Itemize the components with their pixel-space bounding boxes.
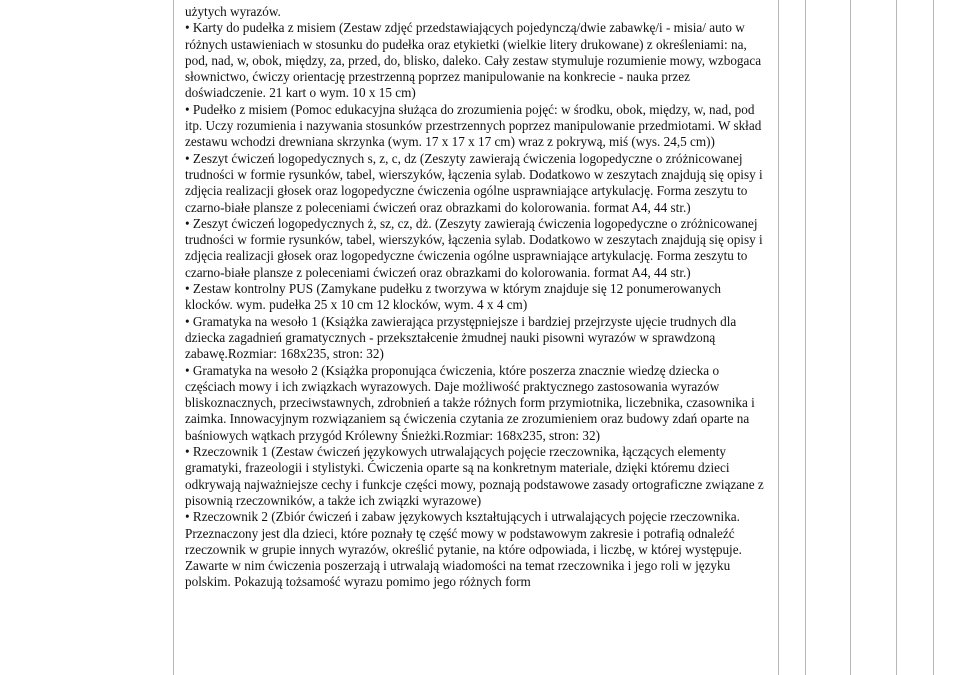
table-column-border bbox=[933, 0, 934, 675]
list-item: • Gramatyka na wesoło 2 (Książka proponująca ćwiczenia, które poszerza znacznie wiedzę dziecka o częściach mowy i ich związkach wyrazowych. Daje możliwość praktycznego zastosowania wyrazów bliskoznacznych, przeciwstawnych, zdrobnień a także różnych form przymiotnika, liczebnika, czasownika i zaimka. Innowacyjnym rozwiązaniem są ćwiczenia czytania ze zrozumieniem oraz budowy zdań oparte na baśniowych wątkach przygód Królewny Śnieżki.Rozmiar: 168x235, stron: 32) bbox=[185, 362, 755, 443]
table-column-border bbox=[805, 0, 806, 675]
paragraph: użytych wyrazów. bbox=[185, 4, 281, 19]
list-item: • Rzeczownik 1 (Zestaw ćwiczeń językowych utrwalających pojęcie rzeczownika, łączących elementy gramatyki, frazeologii i stylistyki. Ćwiczenia oparte są na konkretnym materiale, dzięki któremu dzieci odkrywają najważniejsze cechy i funkcje części mowy, poznają podstawowe zasady ortograficzne związane z pisownią rzeczowników, a także ich związki wyrazowe) bbox=[185, 444, 764, 508]
table-column-border bbox=[173, 0, 174, 675]
list-item: • Zeszyt ćwiczeń logopedycznych s, z, c, dz (Zeszyty zawierają ćwiczenia logopedyczne o zróżnicowanej trudności w formie rysunków, tabel, wierszyków, łączenia sylab. Dodatkowo w zeszytach znajdują się opisy i zdjęcia realizacji głosek oraz logopedyczne ćwiczenia ogólne usprawniające artykulację. Forma zeszytu to czarno-białe plansze z poleceniami ćwiczeń oraz obrazkami do kolorowania. format A4, 44 str.) bbox=[185, 150, 763, 215]
list-item: • Gramatyka na wesoło 1 (Książka zawierająca przystępniejsze i bardziej przejrzyste ujęcie trudnych dla dziecka zagadnień gramatycznych - przekształcenie żmudnej nauki pisowni wyrazów w sprawdzoną zabawę.Rozmiar: 168x235, stron: 32) bbox=[185, 313, 737, 362]
table-column-border bbox=[896, 0, 897, 675]
table-column-border bbox=[850, 0, 851, 675]
table-column-border bbox=[778, 0, 779, 675]
list-item: • Pudełko z misiem (Pomoc edukacyjna służąca do zrozumienia pojęć: w środku, obok, między, w, nad, pod itp. Uczy rozumienia i nazywania stosunków przestrzennych poprzez manipulowanie przedmiotami. W skład zestawu wchodzi drewniana skrzynka (wym. 17 x 17 x 17 cm) wraz z pokrywą, miś (wys. 24,5 cm)) bbox=[185, 101, 762, 150]
list-item: • Zestaw kontrolny PUS (Zamykane pudełku z tworzywa w którym znajduje się 12 ponumerowanych klocków. wym. pudełka 25 x 10 cm 12 klocków, wym. 4 x 4 cm) bbox=[185, 281, 722, 313]
list-item: • Zeszyt ćwiczeń logopedycznych ż, sz, cz, dż. (Zeszyty zawierają ćwiczenia logopedyczne o zróżnicowanej trudności w formie rysunków, tabel, wierszyków, łączenia sylab. Dodatkowo w zeszytach znajdują się opisy i zdjęcia realizacji głosek oraz logopedyczne ćwiczenia ogólne usprawniające artykulację. Forma zeszytu to czarno-białe plansze z poleceniami ćwiczeń oraz obrazkami do kolorowania. format A4, 44 str.) bbox=[185, 215, 763, 280]
list-item: • Karty do pudełka z misiem (Zestaw zdjęć przedstawiających pojedynczą/dwie zabawkę/i - misia/ auto w różnych ustawieniach w stosunku do pudełka oraz etykietki (wielkie litery drukowane) z określeniami: na, pod, nad, w, obok, między, za, przed, do, blisko, daleko. Cały zestaw stymuluje rozumienie mowy, wzbogaca słownictwo, ćwiczy orientację przestrzenną poprzez manipulowanie na konkrecie - nauka przez doświadczenie. 21 kart o wym. 10 x 15 cm) bbox=[185, 20, 762, 101]
description-cell bbox=[185, 4, 768, 591]
list-item: • Rzeczownik 2 (Zbiór ćwiczeń i zabaw językowych kształtujących i utrwalających pojęcie rzeczownika. Przeznaczony jest dla dzieci, które poznały tę część mowy w podstawowym zakresie i potrafią odnaleźć rzeczownik w grupie innych wyrazów, określić pytanie, na które odpowiada, i liczbę, w której występuje. Zawarte w nim ćwiczenia poszerzają i utrwalają wiadomości na temat rzeczownika i jego roli w języku polskim. Pokazują tożsamość wyrazu pomimo jego różnych form bbox=[185, 509, 742, 590]
